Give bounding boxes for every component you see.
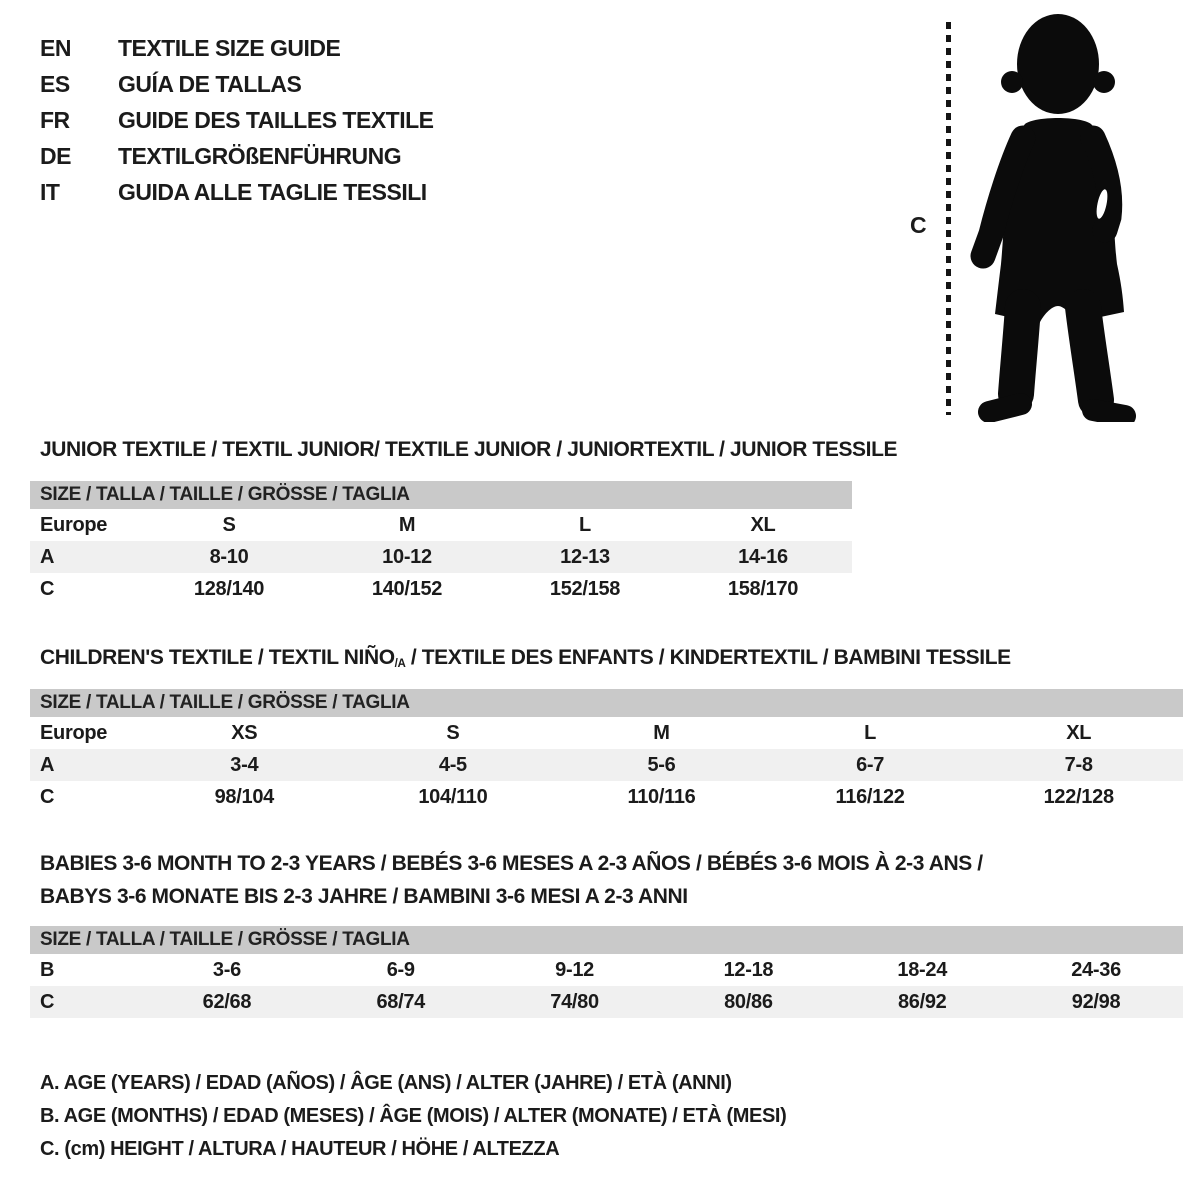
size-cell: 12-18 <box>723 958 774 981</box>
size-header-bar: SIZE / TALLA / TAILLE / GRÖSSE / TAGLIA <box>30 481 852 509</box>
size-cell: S <box>222 513 236 536</box>
size-cell: 104/110 <box>418 785 488 808</box>
height-measure-label: C <box>910 212 927 238</box>
table-row <box>30 781 1183 813</box>
size-cell: 24-36 <box>1071 958 1121 981</box>
row-label: A <box>40 545 55 568</box>
size-cell: 9-12 <box>555 958 594 981</box>
row-label: C <box>40 577 55 600</box>
section-title-junior: JUNIOR TEXTILE / TEXTIL JUNIOR/ TEXTILE JUNIOR / JUNIORTEXTIL / JUNIOR TESSILE <box>40 438 898 461</box>
size-cell: 12-13 <box>560 545 610 568</box>
list-item <box>40 174 434 210</box>
size-cell: 92/98 <box>1071 990 1121 1013</box>
size-cell: 116/122 <box>835 785 905 808</box>
row-label: C <box>40 785 55 808</box>
section-title-babies <box>40 847 983 913</box>
language-code: ES <box>40 70 70 97</box>
size-cell: 8-10 <box>209 545 249 568</box>
row-label: A <box>40 753 55 776</box>
babies-size-table <box>30 926 1183 1018</box>
language-code: FR <box>40 106 70 133</box>
size-cell: 68/74 <box>376 990 426 1013</box>
size-cell: 110/116 <box>627 785 696 808</box>
row-label: Europe <box>40 513 108 536</box>
size-header-bar: SIZE / TALLA / TAILLE / GRÖSSE / TAGLIA <box>30 689 1183 717</box>
size-cell: XL <box>1066 721 1092 744</box>
legend-age-years: A. AGE (YEARS) / EDAD (AÑOS) / ÂGE (ANS) / ALTER (JAHRE) / ETÀ (ANNI) <box>40 1072 732 1094</box>
language-code: DE <box>40 142 71 169</box>
guide-title: GUIDE DES TAILLES TEXTILE <box>118 106 434 133</box>
size-cell: 3-4 <box>230 753 259 776</box>
table-row <box>30 986 1183 1018</box>
section-title-text: / TEXTILE DES ENFANTS / KINDERTEXTIL / BAMBINI TESSILE <box>405 646 1011 669</box>
row-label: B <box>40 958 55 981</box>
guide-title: GUÍA DE TALLAS <box>118 70 302 97</box>
language-code: EN <box>40 34 71 61</box>
row-label: C <box>40 990 55 1013</box>
size-cell: 86/92 <box>897 990 947 1013</box>
table-row <box>30 749 1183 781</box>
row-label: Europe <box>40 721 108 744</box>
language-code: IT <box>40 178 60 205</box>
table-row <box>30 717 1183 749</box>
size-cell: M <box>653 721 670 744</box>
section-title-text: CHILDREN'S TEXTILE / TEXTIL NIÑO <box>40 646 395 669</box>
size-cell: XS <box>231 721 258 744</box>
toddler-silhouette-icon <box>965 12 1145 422</box>
size-cell: 152/158 <box>549 577 621 600</box>
table-row <box>30 541 852 573</box>
language-title-list <box>40 30 434 210</box>
size-cell: 140/152 <box>371 577 443 600</box>
section-title-subscript: /A <box>394 658 406 670</box>
section-title-children <box>40 641 1011 678</box>
table-row <box>30 573 852 605</box>
size-cell: 14-16 <box>738 545 788 568</box>
size-header-bar: SIZE / TALLA / TAILLE / GRÖSSE / TAGLIA <box>30 926 1183 954</box>
height-measure-dashed-line <box>946 22 951 415</box>
size-cell: L <box>864 721 877 744</box>
legend-age-months: B. AGE (MONTHS) / EDAD (MESES) / ÂGE (MOIS) / ALTER (MONATE) / ETÀ (MESI) <box>40 1105 787 1127</box>
size-cell: M <box>398 513 416 536</box>
size-cell: 4-5 <box>438 753 467 776</box>
legend-height-cm: C. (cm) HEIGHT / ALTURA / HAUTEUR / HÖHE / ALTEZZA <box>40 1138 560 1160</box>
table-row <box>30 954 1183 986</box>
junior-size-table <box>30 481 852 605</box>
size-cell: 18-24 <box>897 958 948 981</box>
size-cell: L <box>579 513 591 536</box>
section-title-line: BABIES 3-6 MONTH TO 2-3 YEARS / BEBÉS 3-6 MESES A 2-3 AÑOS / BÉBÉS 3-6 MOIS À 2-3 ANS / <box>40 852 983 875</box>
guide-title: TEXTILGRÖßENFÜHRUNG <box>118 142 402 169</box>
guide-title: GUIDA ALLE TAGLIE TESSILI <box>118 178 427 205</box>
section-title-line: BABYS 3-6 MONATE BIS 2-3 JAHRE / BAMBINI 3-6 MESI A 2-3 ANNI <box>40 885 688 908</box>
size-cell: S <box>446 721 460 744</box>
list-item <box>40 102 434 138</box>
size-cell: 80/86 <box>724 990 773 1013</box>
size-cell: 62/68 <box>202 990 252 1013</box>
size-cell: 74/80 <box>550 990 599 1013</box>
size-cell: 7-8 <box>1064 753 1093 776</box>
size-cell: 98/104 <box>214 785 274 808</box>
children-size-table <box>30 689 1183 813</box>
size-cell: 3-6 <box>212 958 241 981</box>
size-cell: 158/170 <box>727 577 799 600</box>
size-cell: 128/140 <box>193 577 265 600</box>
list-item <box>40 30 434 66</box>
table-row <box>30 509 852 541</box>
guide-title: TEXTILE SIZE GUIDE <box>118 34 341 61</box>
size-cell: XL <box>750 513 776 536</box>
size-cell: 122/128 <box>1043 785 1114 808</box>
list-item <box>40 66 434 102</box>
size-cell: 6-9 <box>386 958 415 981</box>
size-cell: 6-7 <box>856 753 885 776</box>
size-cell: 10-12 <box>382 545 432 568</box>
size-cell: 5-6 <box>647 753 676 776</box>
list-item <box>40 138 434 174</box>
